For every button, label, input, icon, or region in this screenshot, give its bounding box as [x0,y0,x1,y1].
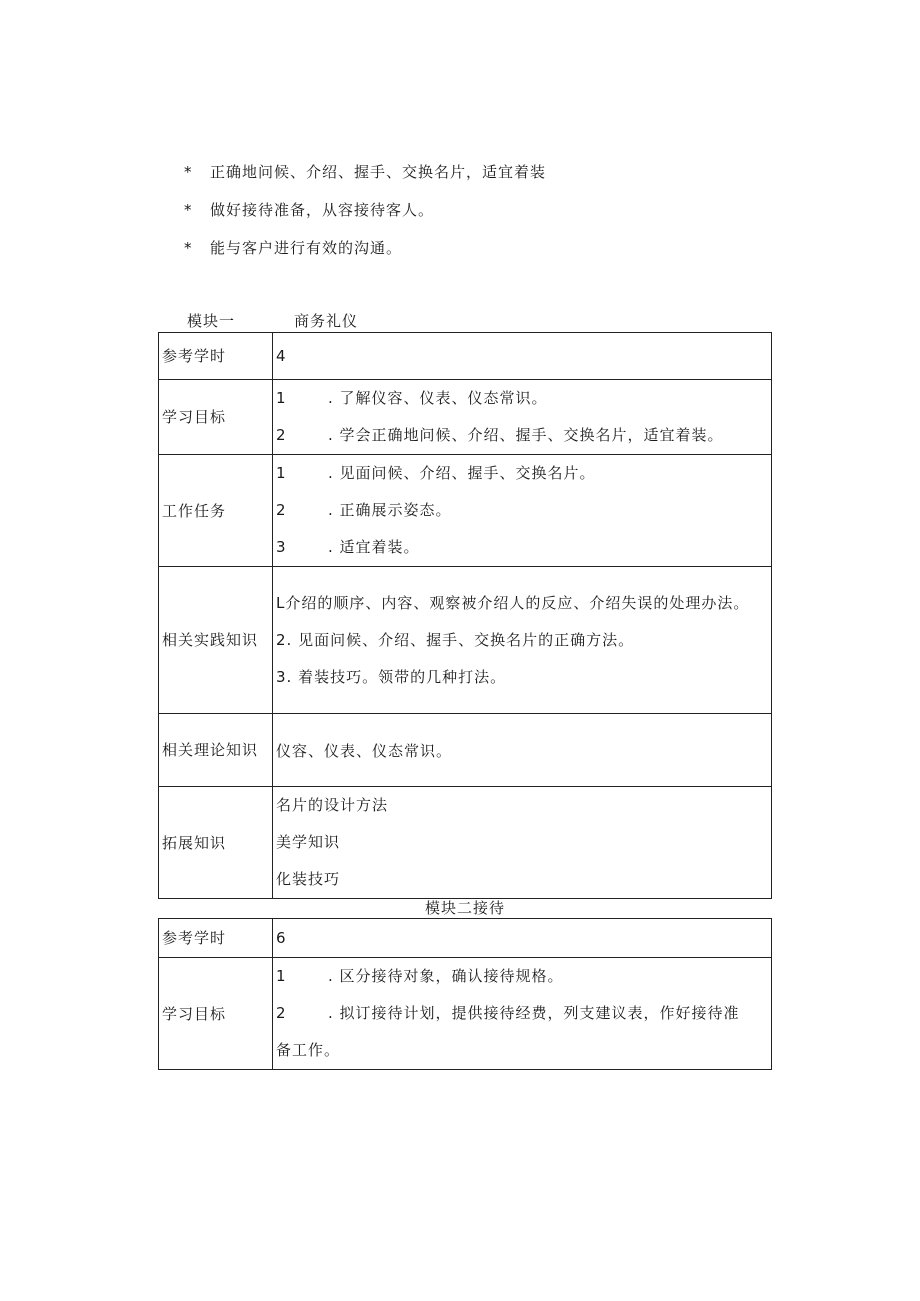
table-row [159,380,772,455]
table-row [159,567,772,714]
list-item: 美学知识 [276,833,341,851]
row-label: 参考学时 [159,919,273,958]
list-item: 2 . 正确展示姿态。 [276,501,452,519]
table-row [159,333,772,380]
row-value [273,958,772,1070]
objective-list [184,158,546,272]
row-label: 拓展知识 [159,787,273,899]
list-item: 3 . 适宜着装。 [276,538,420,556]
list-item: 1 . 了解仪容、仪表、仪态常识。 [276,389,548,407]
module1-name: 模块一 [187,312,236,330]
bullet-star-icon: * [184,163,193,181]
module2-table [158,918,772,1070]
list-item: 3. 着装技巧。领带的几种打法。 [276,667,507,686]
list-item: 2 . 学会正确地问候、介绍、握手、交换名片，适宜着装。 [276,426,724,444]
table-row [159,787,772,899]
objective-item: * 做好接待准备，从容接待客人。 [184,196,546,234]
row-value: 6 [273,919,772,958]
row-label: 工作任务 [159,455,273,567]
module2-title: 模块二接待 [424,899,505,917]
list-item: L介绍的顺序、内容、观察被介绍人的反应、介绍失误的处理办法。 [276,593,750,612]
list-item: 1 . 区分接待对象，确认接待规格。 [276,967,564,985]
table-row [159,958,772,1070]
list-item: 名片的设计方法 [276,796,389,814]
module1-subtitle: 商务礼仪 [294,312,359,330]
list-item: 2 . 拟订接待计划，提供接待经费，列支建议表，作好接待准 [276,1004,740,1022]
row-value: 4 [273,333,772,380]
table-row [159,455,772,567]
row-value [273,455,772,567]
list-item: 1 . 见面问候、介绍、握手、交换名片。 [276,464,596,482]
row-value: 仪容、仪表、仪态常识。 [273,714,772,787]
row-value [273,380,772,455]
objective-item: * 正确地问候、介绍、握手、交换名片，适宜着装 [184,158,546,196]
list-item: 2. 见面问候、介绍、握手、交换名片的正确方法。 [276,630,635,649]
row-label: 学习目标 [159,380,273,455]
table-row [159,919,772,958]
row-value [273,787,772,899]
list-item: 备工作。 [276,1041,341,1059]
module1-table [158,332,772,899]
row-label: 学习目标 [159,958,273,1070]
objective-item: * 能与客户进行有效的沟通。 [184,234,546,272]
list-item: 化装技巧 [276,870,341,888]
row-label: 相关实践知识 [159,567,273,714]
row-value [273,567,772,714]
bullet-star-icon: * [184,201,193,219]
row-label: 相关理论知识 [159,714,273,787]
table-row [159,714,772,787]
row-label: 参考学时 [159,333,273,380]
bullet-star-icon: * [184,239,193,257]
